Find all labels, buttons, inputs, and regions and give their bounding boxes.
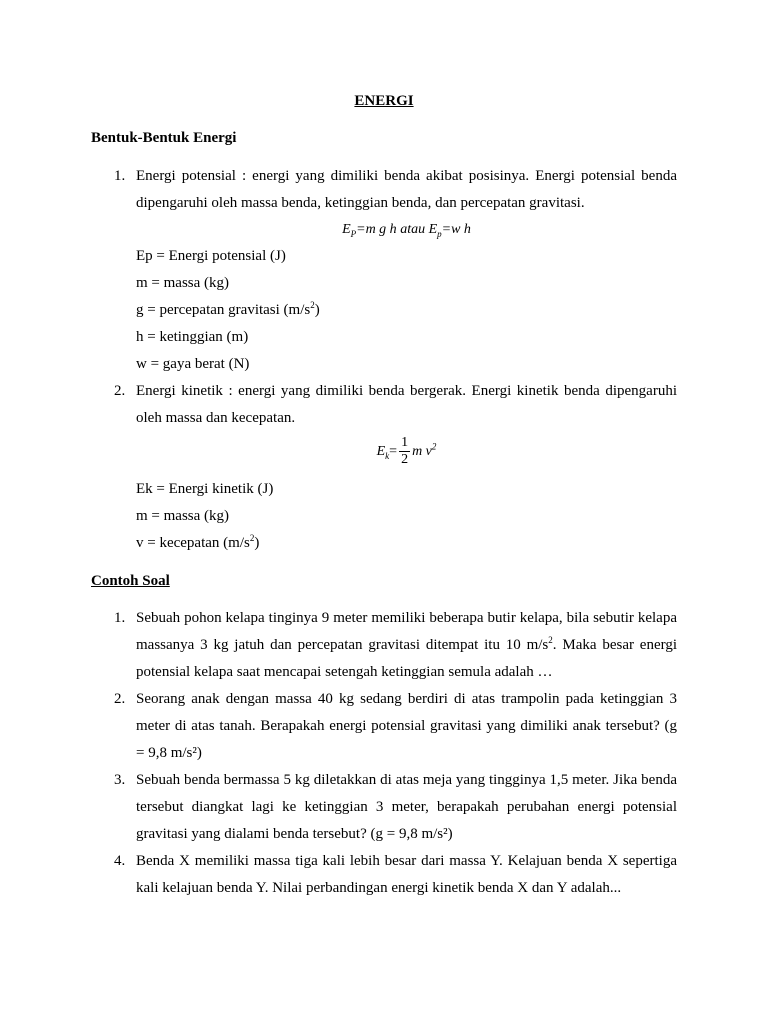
list-item-kinetic-energy [91,378,677,432]
document-title: ENERGI [354,93,414,109]
list-item-problem [91,767,677,848]
list-number: 2. [114,691,126,707]
variable-definition: m = massa (kg) [136,275,230,291]
paragraph-line: kali kelajuan benda Y. Nilai perbandingan energi kinetik benda X dan Y adalah... [136,880,622,896]
list-number: 4. [114,853,126,869]
kinetic-energy-variables [91,476,677,557]
paragraph-line: Energi kinetik : energi yang dimiliki benda bergerak. Energi kinetik benda dipengaruhi [136,383,677,399]
paragraph-line: potensial kelapa saat mencapai setengah ketinggian semula adalah … [136,664,553,680]
variable-definition: m = massa (kg) [136,508,230,524]
list-number: 1. [114,168,126,184]
list-item-problem [91,686,677,767]
section-heading-example-problems: Contoh Soal [91,573,170,589]
variable-definition: w = gaya berat (N) [136,356,250,372]
paragraph-line: Sebuah pohon kelapa tinginya 9 meter memiliki beberapa butir kelapa, bila sebutir kelapa [136,610,677,626]
list-number: 2. [114,383,126,399]
list-number: 3. [114,772,126,788]
paragraph-line: meter di atas tanah. Berapakah energi potensial gravitasi yang dimiliki anak tersebut? (g [136,718,677,734]
list-item-potential-energy [91,163,677,217]
variable-definition: v = kecepatan $(m/s^2)$ [136,533,260,551]
list-number: 1. [114,610,126,626]
paragraph-line: Sebuah benda bermassa 5 kg diletakkan di atas meja yang tingginya 1,5 meter. Jika benda [136,772,677,788]
paragraph-line: tersebut diangkat lagi ke ketinggian 3 meter, berapakah perubahan energi potensial [136,799,677,815]
potential-energy-variables [91,243,677,378]
paragraph-line: oleh massa dan kecepatan. [136,410,296,426]
variable-definition: Ek = Energi kinetik (J) [136,481,274,497]
paragraph-line: massanya 3 kg jatuh dan percepatan gravitasi ditempat itu 10 $m/s^2$. Maka besar energi [136,635,678,653]
fraction-one-half: $\frac{1}{2}$ [401,435,409,468]
variable-definition: h = ketinggian (m) [136,329,249,345]
paragraph-line: dipengaruhi oleh massa benda, ketinggian benda, dan percepatan gravitasi. [136,195,585,211]
paragraph-line: gravitasi yang dialami benda tersebut? (g = 9,8 m/s²) [136,826,453,842]
variable-definition: Ep = Energi potensial (J) [136,248,286,264]
list-item-problem [91,848,677,902]
variable-definition: g = percepatan gravitasi $(m/s^2)$ [136,300,320,318]
paragraph-line: = 9,8 m/s²) [136,745,202,761]
section-heading-forms-of-energy: Bentuk-Bentuk Energi [91,130,237,146]
paragraph-line: Seorang anak dengan massa 40 kg sedang berdiri di atas trampolin pada ketinggian 3 [136,691,677,707]
list-item-problem [91,605,677,686]
paragraph-line: Benda X memiliki massa tiga kali lebih besar dari massa Y. Kelajuan benda X sepertiga [136,853,677,869]
example-problems-list [91,605,677,902]
potential-energy-formula: $E_P=m$ g h atau $E_p=w$ h [342,222,471,239]
energy-forms-list [91,163,677,557]
paragraph-line: Energi potensial : energi yang dimiliki benda akibat posisinya. Energi potensial benda [136,168,677,184]
kinetic-energy-formula: $E_k=$ $\frac{1}{2}$ m $v^2$ [376,435,437,468]
